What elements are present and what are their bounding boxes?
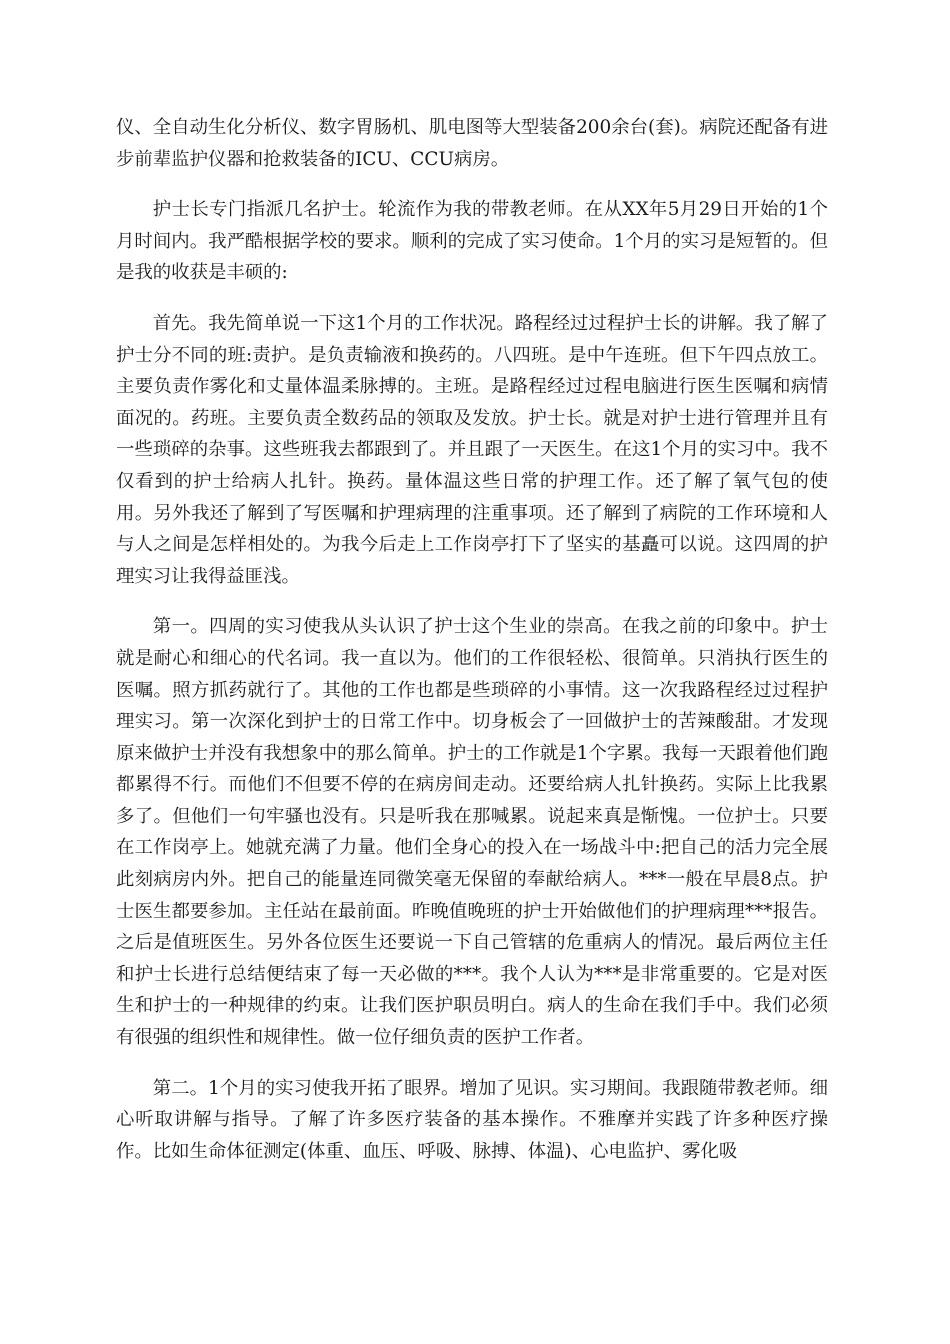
paragraph-1: 仪、全自动生化分析仪、数字胃肠机、肌电图等大型装备200余台(套)。病院还配备有进步前辈监护仪器和抢救装备的ICU、CCU病房。 — [116, 117, 828, 170]
document-body — [116, 112, 828, 1167]
paragraph-2: 护士长专门指派几名护士。轮流作为我的带教老师。在从XX年5月29日开始的1个月时间内。我严酷根据学校的要求。顺利的完成了实习使命。1个月的实习是短暂的。但是我的收获是丰硕的: — [116, 199, 828, 284]
paragraph-3: 首先。我先简单说一下这1个月的工作状况。路程经过过程护士长的讲解。我了解了护士分不同的班:责护。是负责输液和换药的。八四班。是中午连班。但下午四点放工。主要负责作雾化和丈量体温柔脉搏的。主班。是路程经过过程电脑进行医生医嘱和病情面况的。药班。主要负责全数药品的领取及发放。护士长。就是对护士进行管理并且有一些琐碎的杂事。这些班我去都跟到了。并且跟了一天医生。在这1个月的实习中。我不仅看到的护士给病人扎针。换药。量体温这些日常的护理工作。还了解了氧气包的使用。另外我还了解到了写医嘱和护理病理的注重事项。还了解到了病院的工作环境和人与人之间是怎样相处的。为我今后走上工作岗亭打下了坚实的基矗可以说。这四周的护理实习让我得益匪浅。 — [116, 312, 828, 587]
paragraph-4: 第一。四周的实习使我从头认识了护士这个生业的崇高。在我之前的印象中。护士就是耐心和细心的代名词。我一直以为。他们的工作很轻松、很简单。只消执行医生的医嘱。照方抓药就行了。其他的工作也都是些琐碎的小事情。这一次我路程经过过程护理实习。第一次深化到护士的日常工作中。切身板会了一回做护士的苦辣酸甜。才发现原来做护士并没有我想象中的那么简单。护士的工作就是1个字累。我每一天跟着他们跑都累得不行。而他们不但要不停的在病房间走动。还要给病人扎针换药。实际上比我累多了。但他们一句牢骚也没有。只是听我在那喊累。说起来真是惭愧。一位护士。只要在工作岗亭上。她就充满了力量。他们全身心的投入在一场战斗中:把自己的活力完全展此刻病房内外。把自己的能量连同微笑毫无保留的奉献给病人。***一般在早晨8点。护士医生都要参加。主任站在最前面。昨晚值晚班的护士开始做他们的护理病理***报告。之后是值班医生。另外各位医生还要说一下自己管辖的危重病人的情况。最后两位主任和护士长进行总结便结束了每一天必做的***。我个人认为***是非常重要的。它是对医生和护士的一种规律的约束。让我们医护职员明白。病人的生命在我们手中。我们必须有很强的组织性和规律性。做一位仔细负责的医护工作者。 — [116, 616, 828, 1049]
paragraph-5: 第二。1个月的实习使我开拓了眼界。增加了见识。实习期间。我跟随带教老师。细心听取讲解与指导。了解了许多医疗装备的基本操作。不雅摩并实践了许多种医疗操作。比如生命体征测定(体重、血压、呼吸、脉搏、体温)、心电监护、雾化吸 — [116, 1077, 828, 1162]
